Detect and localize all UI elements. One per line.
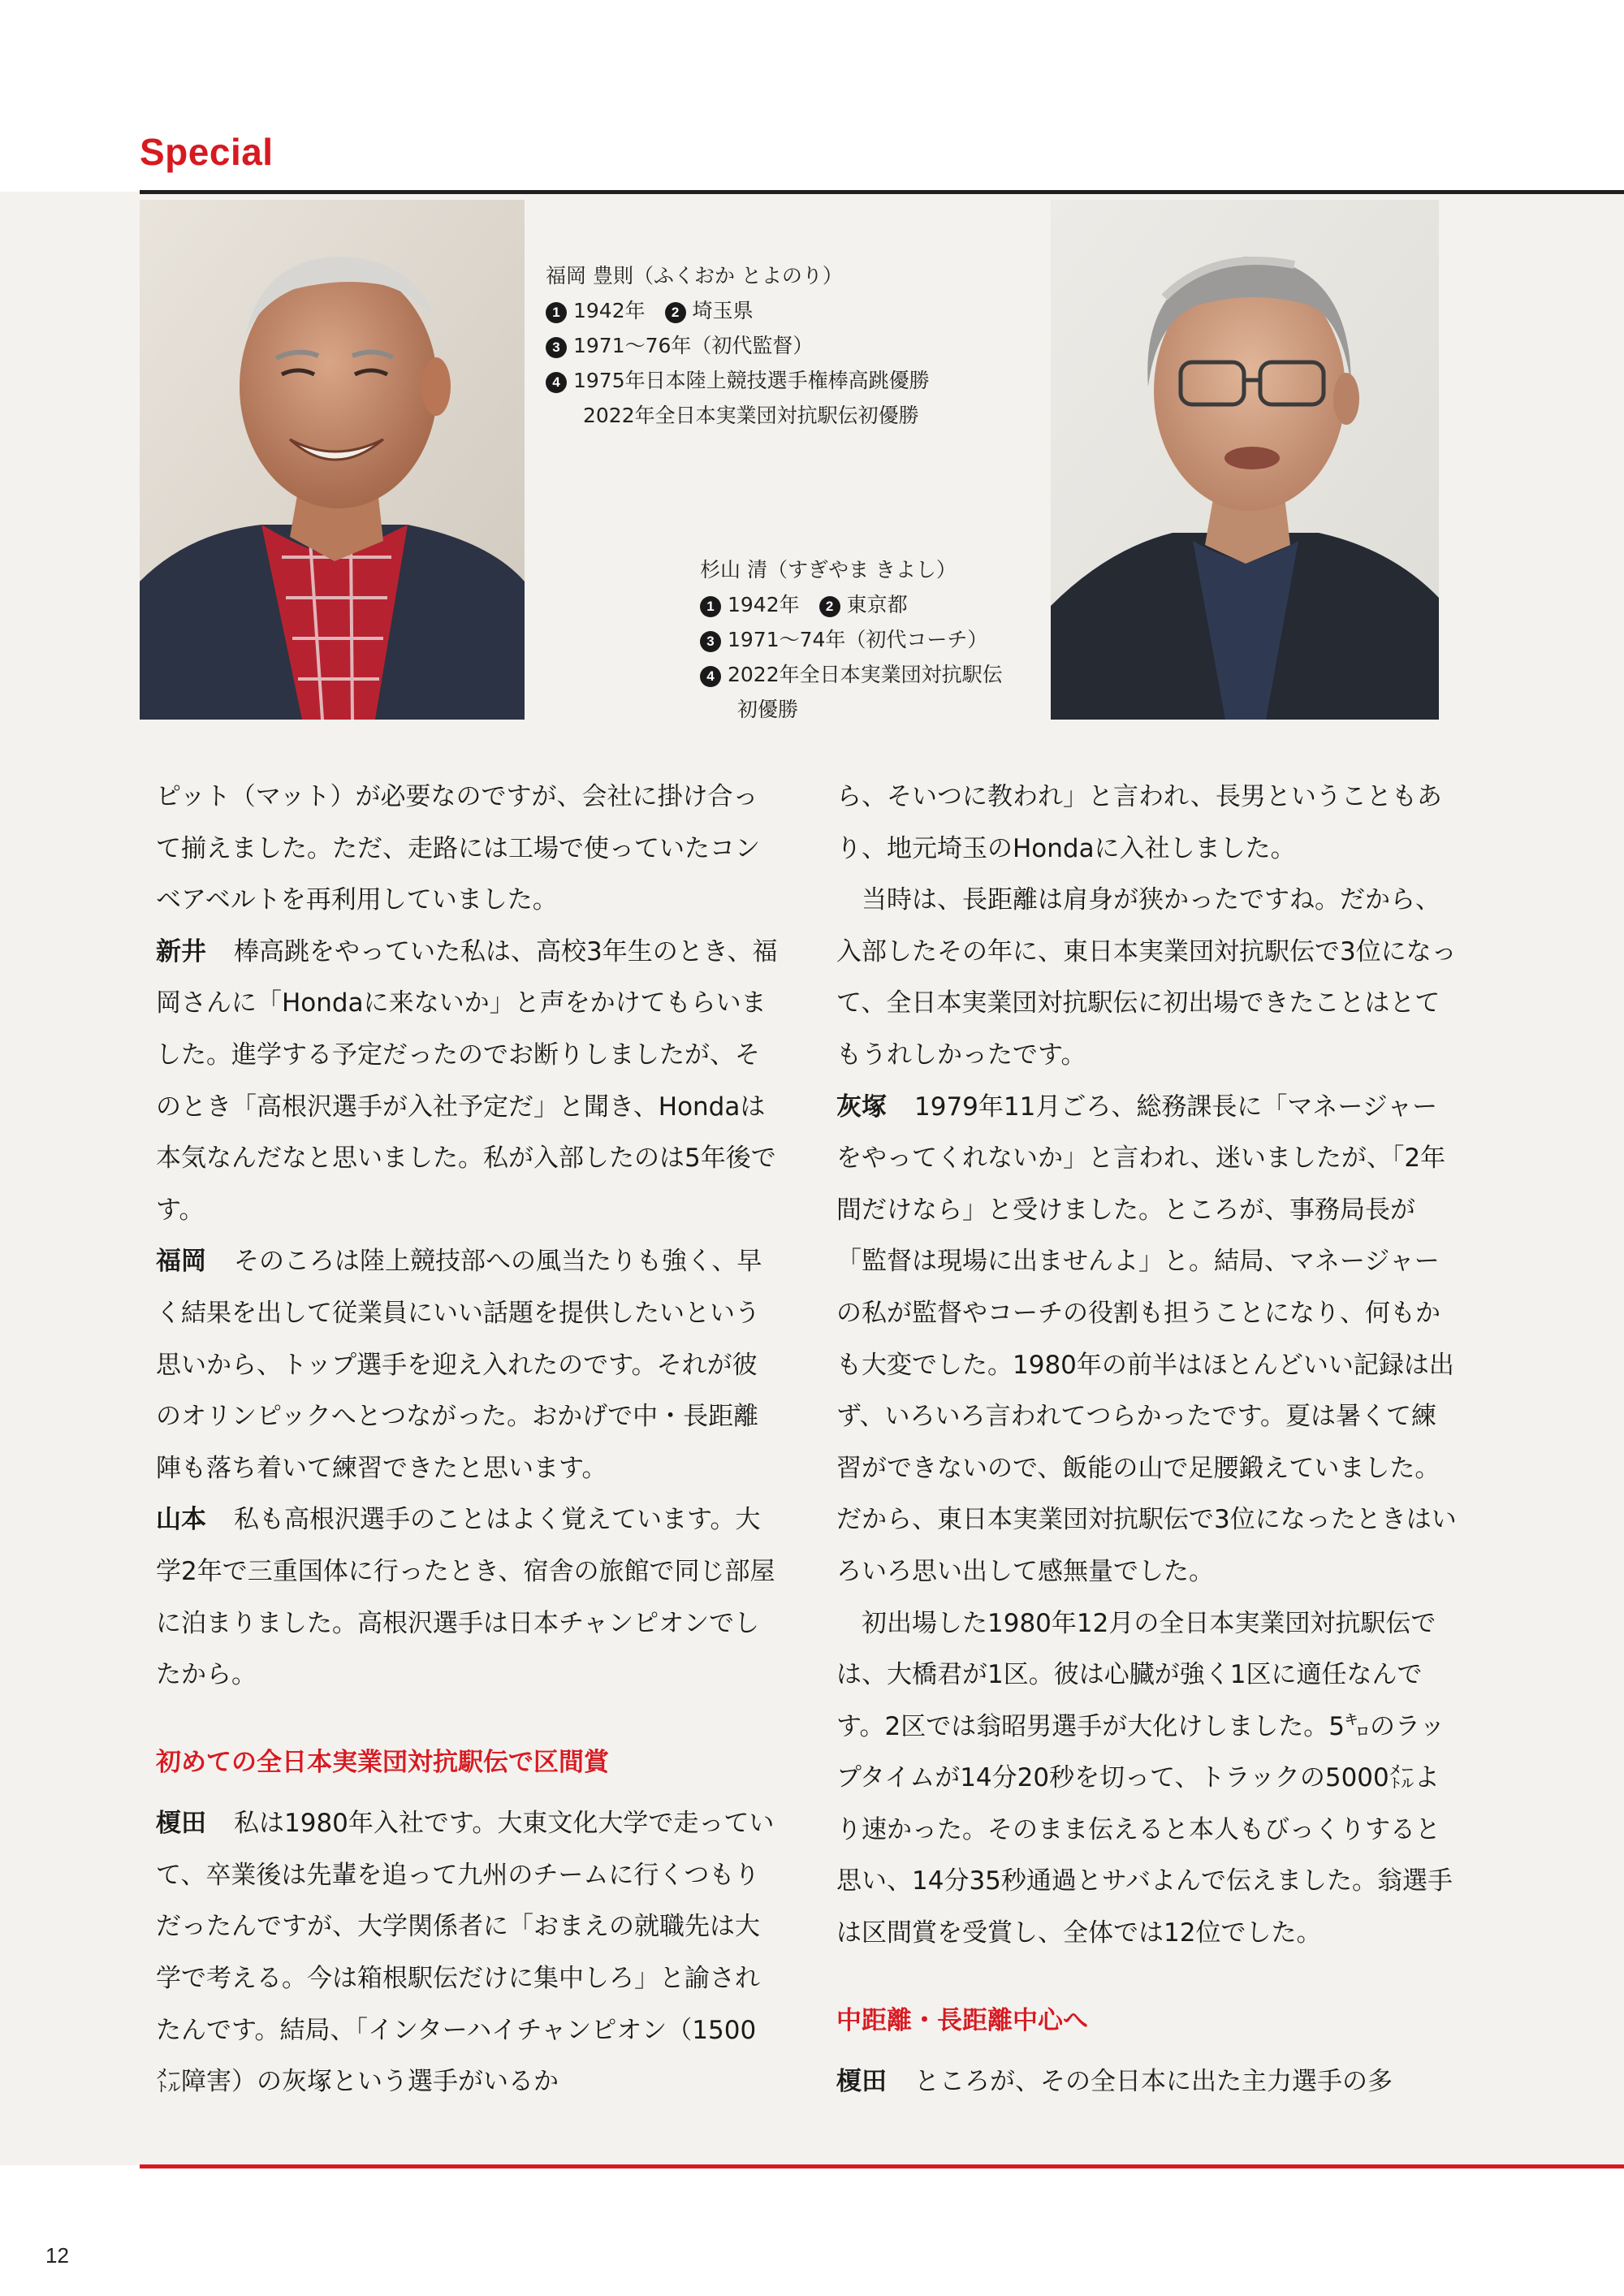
badge-1: 1 [700,596,721,617]
paragraph [156,927,781,1237]
profile-birth-year: 1942年 [573,299,646,322]
paragraph [156,1236,781,1494]
badge-2: 2 [665,302,686,323]
section-subheading: 初めての全日本実業団対抗駅伝で区間賞 [156,1747,609,1777]
profile-sugiyama [700,552,1003,727]
section-subheading: 中距離・長距離中心へ [836,2005,1088,2035]
badge-3: 3 [546,337,567,358]
profile-hometown: 東京都 [846,593,908,616]
article-column-left [156,772,781,2108]
paragraph [836,1082,1462,1598]
portrait-sugiyama-photo [1051,200,1439,720]
badge-4: 4 [546,372,567,393]
profile-achievement-continuation: 2022年全日本実業団対抗駅伝初優勝 [583,404,919,427]
profile-tenure: 1971〜74年（初代コーチ） [728,628,988,651]
paragraph: 当時は、長距離は肩身が狭かったですね。だから、入部したその年に、東日本実業団対抗駅伝で3位になって、全日本実業団対抗駅伝に初出場できたことはとてもうれしかったです。 [836,885,1457,1070]
badge-2: 2 [819,596,840,617]
profile-fukuoka [546,258,930,433]
bottom-rule [140,2164,1624,2168]
paragraph-text: 1979年11月ごろ、総務課長に「マネージャーをやってくれないか」と言われ、迷いましたが、「2年間だけなら」と受けました。ところが、事務局長が「監督は現場に出ませんよ」と。結局、マネージャーの私が監督やコーチの役割も担うことになり、何もかも大変でした。1980年の前半はほとんどいい記録は出ず、いろいろ言われてつらかったです。夏は暑くて練習ができないので、飯能の山で足腰鍛えていました。だから、東日本実業団対抗駅伝で3位になったときはいろいろ思い出して感無量でした。 [836,1092,1457,1586]
article-column-right [836,772,1462,2108]
profile-tenure: 1971〜76年（初代監督） [573,334,814,357]
page-number: 12 [45,2243,69,2268]
paragraph-text: 私は1980年入社です。大東文化大学で走っていて、卒業後は先輩を追って九州のチームに行くつもりだったんですが、大学関係者に「おまえの就職先は大学で考える。今は箱根駅伝だけに集中しろ」と諭されたんです。結局、「インターハイチャンピオン（1500㍍障害）の灰塚という選手がいるか [156,1809,775,2097]
speaker-name: 榎田 [836,2067,887,2097]
paragraph: ピット（マット）が必要なのですが、会社に掛け合って揃えました。ただ、走路には工場で使っていたコンベアベルトを再利用していました。 [156,782,760,915]
paragraph-text: 棒高跳をやっていた私は、高校3年生のとき、福岡さんに「Hondaに来ないか」と声をかけてもらいました。進学する予定だったのでお断りしましたが、そのとき「高根沢選手が入社予定だ」と聞き、Hondaは本気なんだなと思いました。私が入部したのは5年後です。 [156,936,778,1225]
paragraph-text: ところが、その全日本に出た主力選手の多 [914,2067,1393,2097]
paragraph [836,2056,1462,2108]
badge-4: 4 [700,666,721,687]
profile-achievement-continuation: 初優勝 [737,698,799,721]
paragraph: 初出場した1980年12月の全日本実業団対抗駅伝では、大橋君が1区。彼は心臓が強く1区に適任なんです。2区では翁昭男選手が大化けしました。5㌔のラップタイムが14分20秒を切って、トラックの5000㍍より速かった。そのまま伝えると本人もびっくりすると思い、14分35秒通過とサバよんで伝えました。翁選手は区間賞を受賞し、全体では12位でした。 [836,1608,1453,1948]
badge-3: 3 [700,631,721,652]
profile-hometown: 埼玉県 [692,299,754,322]
top-rule [140,190,1624,194]
paragraph-text: 私も高根沢選手のことはよく覚えています。大学2年で三重国体に行ったとき、宿舎の旅館で同じ部屋に泊まりました。高根沢選手は日本チャンピオンでしたから。 [156,1505,775,1690]
speaker-name: 福岡 [156,1247,206,1277]
section-label: Special [140,131,274,173]
profile-birth-year: 1942年 [728,593,800,616]
profile-achievement: 1975年日本陸上競技選手権棒高跳優勝 [573,369,930,392]
speaker-name: 榎田 [156,1809,206,1839]
speaker-name: 灰塚 [836,1092,887,1122]
speaker-name: 山本 [156,1505,206,1535]
profile-name: 福岡 豊則（ふくおか とよのり） [546,264,843,288]
badge-1: 1 [546,302,567,323]
portrait-fukuoka-photo [140,200,525,720]
paragraph: ら、そいつに教われ」と言われ、長男ということもあり、地元埼玉のHondaに入社しました。 [836,782,1442,863]
profile-name: 杉山 清（すぎやま きよし） [700,558,957,582]
speaker-name: 新井 [156,936,206,966]
paragraph [156,1798,781,2108]
paragraph [156,1494,781,1701]
profile-achievement: 2022年全日本実業団対抗駅伝 [728,663,1003,686]
paragraph-text: そのころは陸上競技部への風当たりも強く、早く結果を出して従業員にいい話題を提供したいという思いから、トップ選手を迎え入れたのです。それが彼のオリンピックへとつながった。おかげで中・長距離陣も落ち着いて練習できたと思います。 [156,1247,762,1483]
